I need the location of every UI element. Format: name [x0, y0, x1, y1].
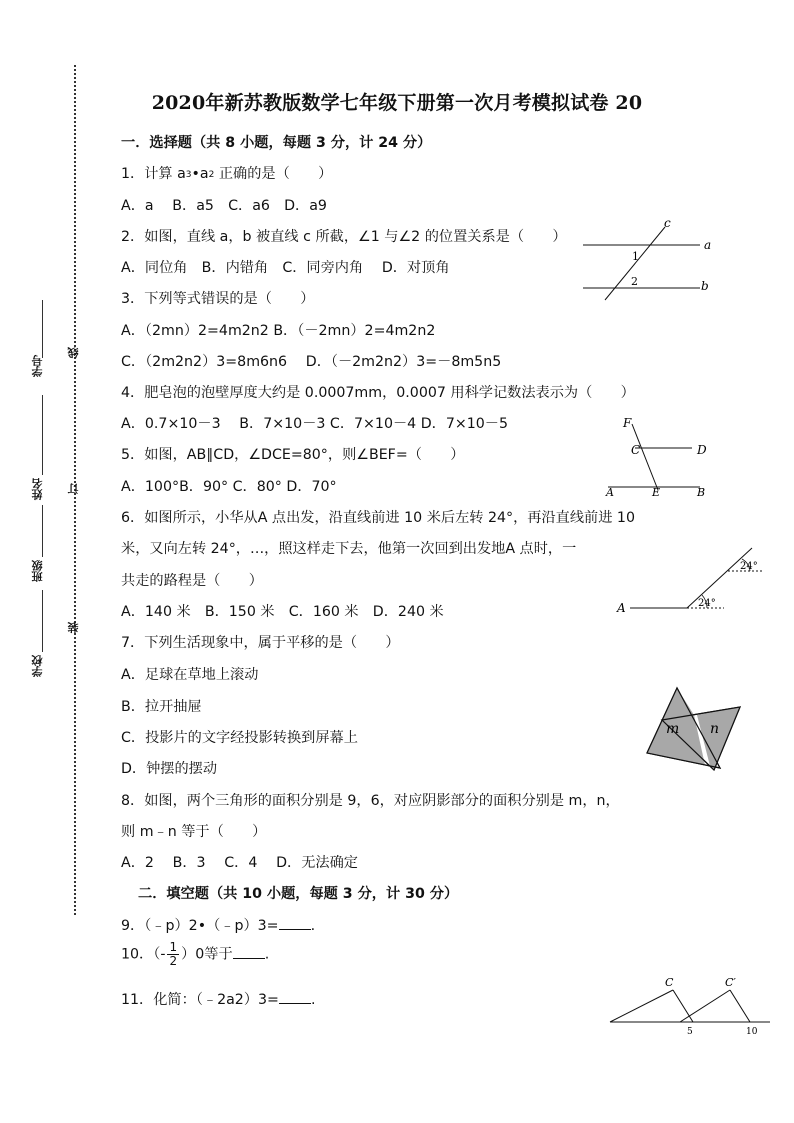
q4-stem: 4．肥皂泡的泡壁厚度大约是 0.0007mm，0.0007 用科学记数法表示为（ ）	[121, 385, 635, 401]
q4-options: A．0.7×10－3 B．7×10－3 C．7×10－4 D．7×10－5	[121, 416, 508, 432]
q10-numerator: 1	[169, 940, 178, 954]
q7-option-d: D．钟摆的摆动	[121, 761, 218, 777]
page-title: 2020年新苏教版数学七年级下册第一次月考模拟试卷 20	[151, 92, 643, 114]
label-banji: 班级	[31, 560, 44, 582]
label-xuexiao: 学校	[31, 655, 44, 677]
q3-options-cd: C．（2m2n2）3=8m6n6 D．（－2m2n2）3=－8m5n5	[121, 354, 502, 370]
q1-options: A．a B．a5 C．a6 D．a9	[121, 198, 327, 214]
q10-post: ）0等于	[181, 946, 233, 963]
q9-answer-blank[interactable]	[279, 917, 311, 930]
xingming-blank	[42, 395, 43, 475]
label-zhuang: 装	[67, 622, 80, 633]
q8-options: A．2 B．3 C．4 D．无法确定	[121, 855, 358, 871]
figure-q11-triangles	[605, 975, 780, 1040]
label-F: F	[623, 416, 632, 430]
triangle1-left-side	[610, 990, 673, 1022]
q9: 9．（﹣p）2•（﹣p）3= .	[121, 918, 316, 934]
q6-line1: 6．如图所示，小华从A 点出发，沿直线前进 10 米后左转 24°，再沿直线前进 10	[121, 510, 635, 526]
label-B: B	[697, 486, 706, 499]
q7-option-a: A．足球在草地上滚动	[121, 667, 259, 683]
q2-options: A．同位角 B．内错角 C．同旁内角 D．对顶角	[121, 260, 450, 276]
q8-line2: 则 m﹣n 等于（ ）	[121, 824, 267, 840]
q1-stem-b: •a	[191, 166, 209, 182]
triangle1-right-side	[673, 990, 693, 1022]
q1-stem-a: 1．计算 a	[121, 166, 186, 182]
q5-options: A．100°B．90° C．80° D．70°	[121, 479, 337, 495]
angle-1-label: 1	[632, 250, 639, 263]
q9-text: 9．（﹣p）2•（﹣p）3=	[121, 918, 279, 934]
banji-blank	[42, 505, 43, 557]
q5-stem: 5．如图，AB∥CD，∠DCE=80°，则∠BEF=（ ）	[121, 447, 465, 463]
line-c	[605, 227, 665, 300]
figure-q6-path	[612, 545, 772, 620]
figure-q2-parallel-lines	[575, 215, 715, 300]
q7-option-c: C．投影片的文字经投影转换到屏幕上	[121, 730, 358, 746]
q2-stem: 2．如图，直线 a，b 被直线 c 所截，∠1 与∠2 的位置关系是（ ）	[121, 229, 567, 245]
q3-stem: 3．下列等式错误的是（ ）	[121, 291, 315, 307]
q1-stem-c: 正确的是（ ）	[214, 166, 333, 182]
label-D: D	[697, 443, 707, 457]
label-a: a	[704, 238, 712, 252]
q1-exp2: 2	[208, 170, 215, 180]
q10-denominator: 2	[169, 954, 178, 968]
section-heading-choice: 一．选择题（共 8 小题，每题 3 分，计 24 分）	[121, 135, 432, 151]
q6-line2: 米，又向左转 24°，…，照这样走下去，他第一次回到出发地A 点时，一	[121, 541, 577, 557]
q3-options-ab: A．（2mn）2=4m2n2 B．（－2mn）2=4m2n2	[121, 323, 436, 339]
label-A: A	[617, 601, 626, 615]
q10-fraction	[167, 941, 179, 968]
q7-option-b: B．拉开抽屉	[121, 699, 202, 715]
label-5: 5	[687, 1027, 693, 1037]
label-b: b	[701, 279, 709, 293]
q6-line3: 共走的路程是（ ）	[121, 573, 263, 589]
q6-options: A．140 米 B．150 米 C．160 米 D．240 米	[121, 604, 444, 620]
label-A: A	[606, 486, 614, 499]
label-c: c	[664, 216, 671, 230]
label-xian: 线	[67, 347, 80, 358]
xuehao-blank	[42, 300, 43, 358]
path-segment-2	[687, 548, 752, 608]
label-C: C	[631, 443, 641, 457]
label-n: n	[710, 721, 720, 737]
line-fe	[632, 424, 658, 490]
q11-text: 11．化简：（﹣2a2）3=	[121, 992, 279, 1008]
q11-answer-blank[interactable]	[279, 991, 311, 1004]
figure-q8-triangles	[642, 685, 752, 775]
q10: 10．（- $\frac{1}{2}$ ）0等于 .	[121, 940, 270, 968]
q1-exp1: 3	[185, 170, 192, 180]
q8-line1: 8．如图，两个三角形的面积分别是 9，6，对应阴影部分的面积分别是 m，n，	[121, 793, 620, 809]
angle-2-label: 2	[631, 275, 638, 288]
figure-q5-parallel-lines	[600, 410, 715, 505]
q11: 11．化简：（﹣2a2）3= .	[121, 992, 316, 1008]
label-xingming: 姓名	[31, 478, 44, 500]
angle-label-1: 24°	[698, 598, 716, 609]
q7-stem: 7．下列生活现象中，属于平移的是（ ）	[121, 635, 400, 651]
label-C: C	[665, 976, 674, 989]
label-10: 10	[746, 1027, 758, 1037]
q10-answer-blank[interactable]	[233, 946, 265, 959]
label-xuehao: 学号	[31, 355, 44, 377]
q1-stem	[121, 163, 332, 183]
xuexiao-blank	[42, 590, 43, 652]
label-C-prime: C′	[725, 976, 736, 989]
triangle2-right-side	[730, 990, 750, 1022]
label-E: E	[652, 486, 661, 499]
section-heading-fill: 二．填空题（共 10 小题，每题 3 分，计 30 分）	[138, 886, 459, 902]
label-ding: 订	[67, 483, 80, 494]
q10-pre: 10．（-	[121, 946, 166, 963]
angle-label-2: 24°	[740, 561, 758, 572]
triangle2-left-side	[680, 990, 730, 1022]
label-m: m	[666, 721, 680, 737]
